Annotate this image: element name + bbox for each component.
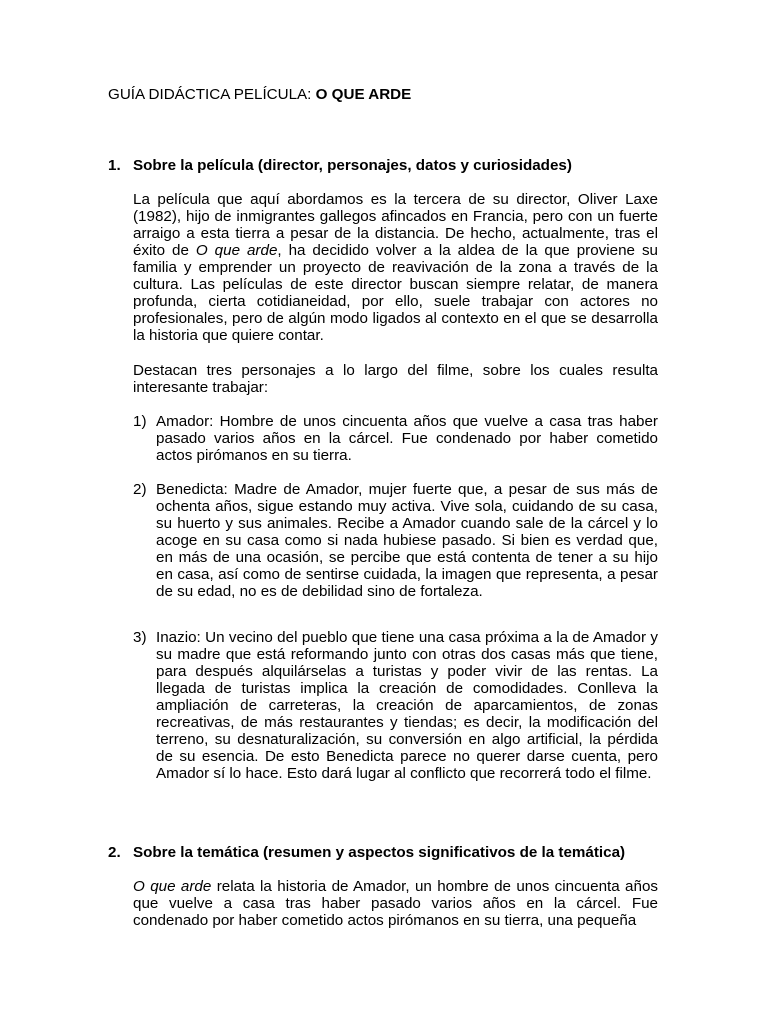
- title-film-name: O QUE ARDE: [315, 86, 412, 103]
- character-item-text: Benedicta: Madre de Amador, mujer fuerte que, a pesar de sus más de ochenta años, sigue estando muy activa. Vive sola, cuidando de su casa, su huerto y sus animales. Recibe a Amador cuando sale de la cárcel y lo acoge en su casa como si nada hubiese pasado. Si bien es verdad que, en más de una ocasión, se percibe que está contenta de tener a su hijo en casa, así como de sentirse cuidada, la imagen que representa, a pesar de su edad, no es de debilidad sino de fortaleza.: [156, 481, 658, 600]
- character-item-benedicta: [133, 481, 658, 600]
- section-1-paragraph-1: [133, 191, 658, 344]
- section-1-paragraph-2: Destacan tres personajes a lo largo del filme, sobre los cuales resulta interesante trabajar:: [133, 362, 658, 396]
- character-item-text: Amador: Hombre de unos cincuenta años que vuelve a casa tras haber pasado varios años en la cárcel. Fue condenado por haber cometido actos pirómanos en su tierra.: [156, 413, 658, 464]
- section-1-heading-text: Sobre la película (director, personajes, datos y curiosidades): [133, 157, 572, 174]
- document-title: [108, 86, 411, 103]
- section-2-paragraph-1: [133, 878, 658, 929]
- section-1-p1-part-b: , ha decidido volver a la aldea de la que proviene su familia y emprender un proyecto de reavivación de la zona a través de la cultura. Las películas de este director buscan siempre relatar, de manera profunda, cierta cotidianeidad, por ello, suele trabajar con actores no profesionales, pero de algún modo ligados al contexto en el que se desarrolla la historia que quiere contar.: [133, 242, 658, 344]
- section-2-number: 2.: [108, 844, 121, 861]
- character-item-amador: [133, 413, 658, 464]
- character-item-inazio: [133, 629, 658, 782]
- section-2-film-title: O que arde: [133, 878, 212, 895]
- character-item-number: 1): [133, 413, 147, 430]
- section-1-heading: [108, 157, 668, 174]
- section-1-p1-part-a: La película que aquí abordamos es la tercera de su director, Oliver Laxe (1982), hijo de inmigrantes gallegos afincados en Francia, pero con un fuerte arraigo a esta tierra a pesar de la distancia. De hecho, actualmente, tras el éxito de: [133, 191, 658, 259]
- section-2-heading-text: Sobre la temática (resumen y aspectos significativos de la temática): [133, 844, 626, 861]
- section-1-number: 1.: [108, 157, 121, 174]
- character-item-number: 2): [133, 481, 147, 498]
- character-item-text: Inazio: Un vecino del pueblo que tiene una casa próxima a la de Amador y su madre que está reformando junto con otras dos casas más que tiene, para después alquilárselas a turistas y poder vivir de las rentas. La llegada de turistas implica la creación de comodidades. Conlleva la ampliación de carreteras, la creación de aparcamientos, de zonas recreativas, de más restaurantes y tiendas; es decir, la modificación del terreno, su desnaturalización, su conversión en algo artificial, la pérdida de su esencia. De esto Benedicta parece no querer darse cuenta, pero Amador sí lo hace. Esto dará lugar al conflicto que recorrerá todo el filme.: [156, 629, 658, 782]
- section-2-heading: [108, 844, 668, 861]
- section-2-p1-text: relata la historia de Amador, un hombre de unos cincuenta años que vuelve a casa tras haber pasado varios años en la cárcel. Fue condenado por haber cometido actos pirómanos en su tierra, una pequeña: [133, 878, 658, 929]
- section-1-p1-film-title: O que arde: [195, 242, 278, 259]
- character-item-number: 3): [133, 629, 147, 646]
- title-prefix: GUÍA DIDÁCTICA PELÍCULA:: [108, 86, 316, 103]
